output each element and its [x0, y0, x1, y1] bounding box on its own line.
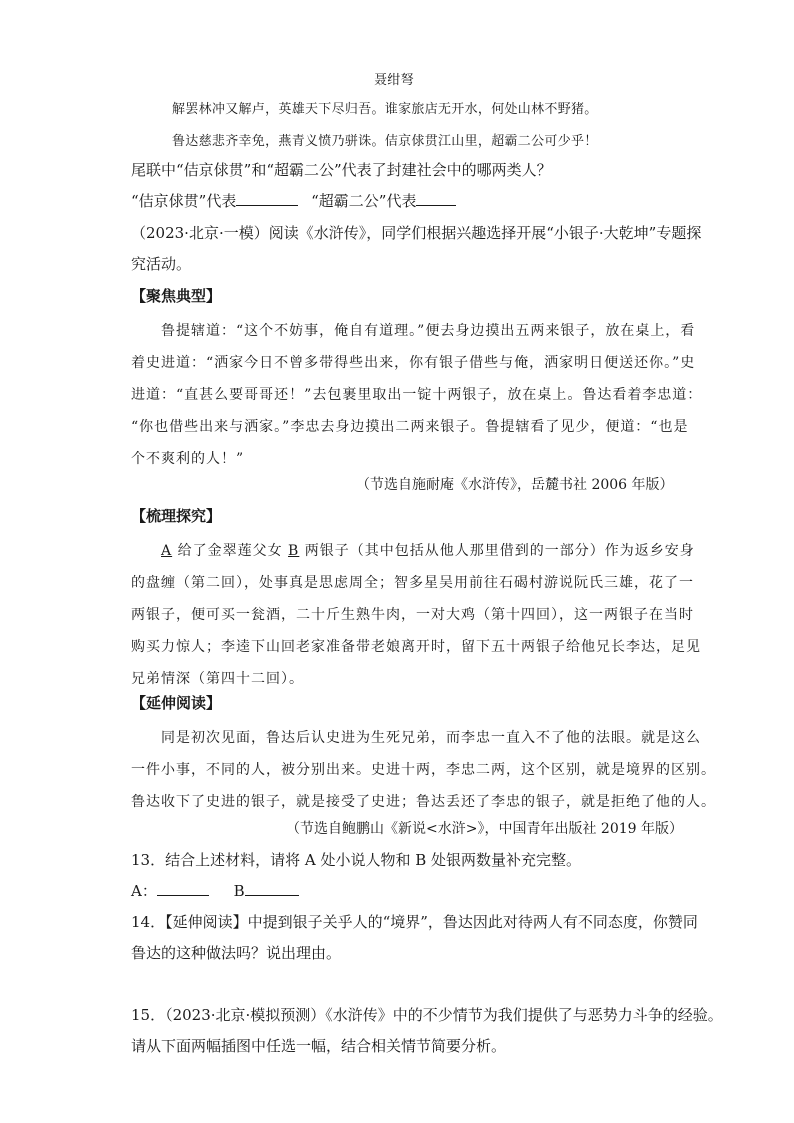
poem-line-2: 鲁达慈悲齐幸免，燕青义愤乃骈诛。佶京俅贯江山里，超霸二公可少乎！ — [172, 134, 598, 149]
q13-answer-row — [131, 880, 299, 901]
section3-line-1: 同是初次见面，鲁达后认史进为生死兄弟，而李忠一直入不了他的法眼。就是这么 — [161, 730, 701, 746]
section-header-extended: 【延伸阅读】 — [131, 694, 222, 712]
couplet-question: 尾联中“佶京俅贯”和“超霸二公”代表了封建社会中的哪两类人？ — [131, 161, 552, 179]
couplet-answer-row — [131, 190, 456, 211]
q13-label-a: A： — [131, 882, 157, 900]
poem-author: 聂绀弩 — [374, 73, 414, 88]
placeholder-b: B — [288, 543, 300, 559]
q13-blank-b[interactable] — [245, 882, 299, 896]
question-14-line-1: 14．【延伸阅读】中提到银子关乎人的“境界”，鲁达因此对待两人有不同态度，你赞同 — [131, 913, 698, 931]
answer-label-2: “超霸二公”代表 — [311, 192, 417, 210]
section1-line-4: “你也借些出来与洒家。”李忠去身边摸出二两来银子。鲁提辖看了见少，便道：“也是 — [131, 419, 689, 435]
section2-line-5: 兄弟情深（第四十二回）。 — [131, 671, 304, 687]
q13-label-b: B — [233, 882, 245, 900]
intro-line-1: （2023·北京·一模）阅读《水浒传》，同学们根据兴趣选择开展“小银子·大乾坤”专题探 — [131, 224, 702, 242]
section2-line-4: 购买力惊人；李逵下山回老家准备带老娘离开时，留下五十两银子给他兄长李达，足见 — [131, 639, 701, 655]
question-14-line-2: 鲁达的这种做法吗？说出理由。 — [131, 944, 342, 962]
section2-line-2: 的盘缠（第二回），处事真是思虑周全；智多星吴用前往石碣村游说阮氏三雄，花了一 — [131, 575, 694, 591]
intro-line-2: 究活动。 — [131, 255, 192, 273]
section1-line-2: 着史进道：“洒家今日不曾多带得些出来，你有银子借些与俺，洒家明日便送还你。”史 — [131, 355, 696, 371]
q13-blank-a[interactable] — [157, 882, 209, 896]
section2-line-1-rest: 两银子（其中包括从他人那里借到的一部分）作为返乡安身 — [304, 543, 695, 559]
section1-line-1: 鲁提辖道：“这个不妨事，俺自有道理。”便去身边摸出五两来银子，放在桌上，看 — [161, 323, 696, 339]
answer-blank-1[interactable] — [236, 192, 298, 206]
section-header-focus: 【聚焦典型】 — [131, 287, 222, 305]
section2-line-1 — [161, 540, 695, 560]
section3-line-2: 一件小事，不同的人，被分别出来。史进十两，李忠二两，这个区别，就是境界的区别。 — [131, 762, 716, 778]
section3-source: （节选自鲍鹏山《新说<水浒>》，中国青年出版社 2019 年版） — [286, 821, 683, 837]
placeholder-a: A — [161, 543, 173, 559]
poem-line-1: 解罢林冲又解卢，英雄天下尽归吾。谁家旅店无开水，何处山林不野猪。 — [172, 102, 598, 117]
answer-blank-2[interactable] — [416, 192, 456, 206]
section3-line-3: 鲁达收下了史进的银子，就是接受了史进；鲁达丢还了李忠的银子，就是拒绝了他的人。 — [131, 794, 716, 810]
section2-line-1-mid: 给了金翠莲父女 — [177, 543, 283, 559]
question-15-line-1: 15．（2023·北京·模拟预测）《水浒传》中的不少情节为我们提供了与恶势力斗争的经验。 — [131, 1006, 723, 1024]
section-header-explore: 【梳理探究】 — [131, 507, 222, 525]
answer-label-1: “佶京俅贯”代表 — [131, 192, 237, 210]
question-15-line-2: 请从下面两幅插图中任选一幅，结合相关情节简要分析。 — [131, 1037, 507, 1055]
question-13: 13．结合上述材料，请将 A 处小说人物和 B 处银两数量补充完整。 — [131, 851, 582, 869]
section1-source: （节选自施耐庵《水浒传》，岳麓书社 2006 年版） — [356, 477, 674, 493]
section2-line-3: 两银子，便可买一瓮酒，二十斤生熟牛肉，一对大鸡（第十四回），这一两银子在当时 — [131, 607, 694, 623]
section1-line-5: 个不爽利的人！” — [131, 451, 245, 467]
section1-line-3: 进道：“直甚么要哥哥还！”去包裹里取出一锭十两银子，放在桌上。鲁达看着李忠道： — [131, 387, 703, 403]
